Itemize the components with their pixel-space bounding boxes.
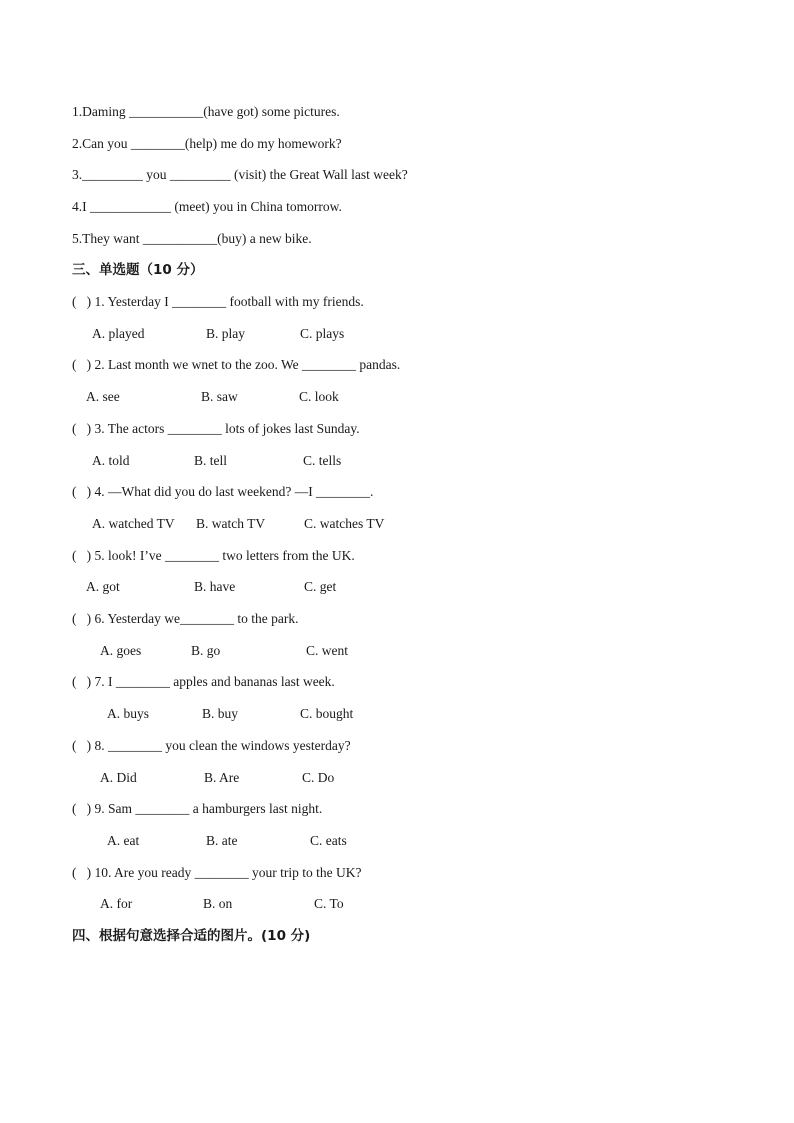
section-heading-3: 三、单选题（10 分）: [72, 262, 204, 278]
question-2-option-a: A. see: [86, 389, 120, 404]
question-4-option-b: B. watch TV: [196, 516, 266, 531]
question-7-option-c: C. bought: [300, 706, 354, 721]
question-3-option-c: C. tells: [303, 453, 342, 468]
question-5-stem: ( ) 5. look! I’ve ________ two letters from the UK.: [72, 548, 355, 563]
question-1-option-c: C. plays: [300, 326, 345, 341]
question-5-option-c: C. get: [304, 579, 337, 594]
question-7-stem: ( ) 7. I ________ apples and bananas last week.: [72, 674, 335, 689]
question-3-stem: ( ) 3. The actors ________ lots of jokes last Sunday.: [72, 421, 360, 436]
question-9-option-c: C. eats: [310, 833, 347, 848]
question-2-option-c: C. look: [299, 389, 339, 404]
question-1-option-b: B. play: [206, 326, 245, 341]
fill-in-item-5: 5.They want ___________(buy) a new bike.: [72, 231, 312, 246]
fill-in-item-3: 3._________ you _________ (visit) the Great Wall last week?: [72, 167, 408, 182]
question-10-stem: ( ) 10. Are you ready ________ your trip to the UK?: [72, 865, 362, 880]
question-2-stem: ( ) 2. Last month we wnet to the zoo. We ________ pandas.: [72, 357, 401, 372]
question-2-option-b: B. saw: [201, 389, 238, 404]
question-3-option-b: B. tell: [194, 453, 227, 468]
question-6-stem: ( ) 6. Yesterday we________ to the park.: [72, 611, 299, 626]
question-10-option-b: B. on: [203, 896, 233, 911]
question-8-stem: ( ) 8. ________ you clean the windows yesterday?: [72, 738, 351, 753]
question-1-option-a: A. played: [92, 326, 145, 341]
fill-in-item-1: 1.Daming ___________(have got) some pictures.: [72, 104, 340, 119]
fill-in-item-4: 4.I ____________ (meet) you in China tomorrow.: [72, 199, 342, 214]
question-3-option-a: A. told: [92, 453, 130, 468]
question-8-option-a: A. Did: [100, 770, 137, 785]
question-5-option-b: B. have: [194, 579, 236, 594]
question-6-option-b: B. go: [191, 643, 221, 658]
question-8-option-b: B. Are: [204, 770, 240, 785]
question-6-option-a: A. goes: [100, 643, 142, 658]
question-1-stem: ( ) 1. Yesterday I ________ football with my friends.: [72, 294, 364, 309]
question-7-option-a: A. buys: [107, 706, 150, 721]
question-10-option-a: A. for: [100, 896, 133, 911]
question-7-option-b: B. buy: [202, 706, 239, 721]
question-8-option-c: C. Do: [302, 770, 335, 785]
question-10-option-c: C. To: [314, 896, 344, 911]
question-9-stem: ( ) 9. Sam ________ a hamburgers last night.: [72, 801, 323, 816]
section-heading-4: 四、根据句意选择合适的图片。(10 分): [72, 928, 311, 944]
question-4-stem: ( ) 4. —What did you do last weekend? —I ________.: [72, 484, 374, 499]
fill-in-item-2: 2.Can you ________(help) me do my homework?: [72, 136, 342, 151]
question-4-option-a: A. watched TV: [92, 516, 175, 531]
question-5-option-a: A. got: [86, 579, 120, 594]
question-9-option-a: A. eat: [107, 833, 140, 848]
question-4-option-c: C. watches TV: [304, 516, 385, 531]
question-6-option-c: C. went: [306, 643, 348, 658]
question-9-option-b: B. ate: [206, 833, 238, 848]
